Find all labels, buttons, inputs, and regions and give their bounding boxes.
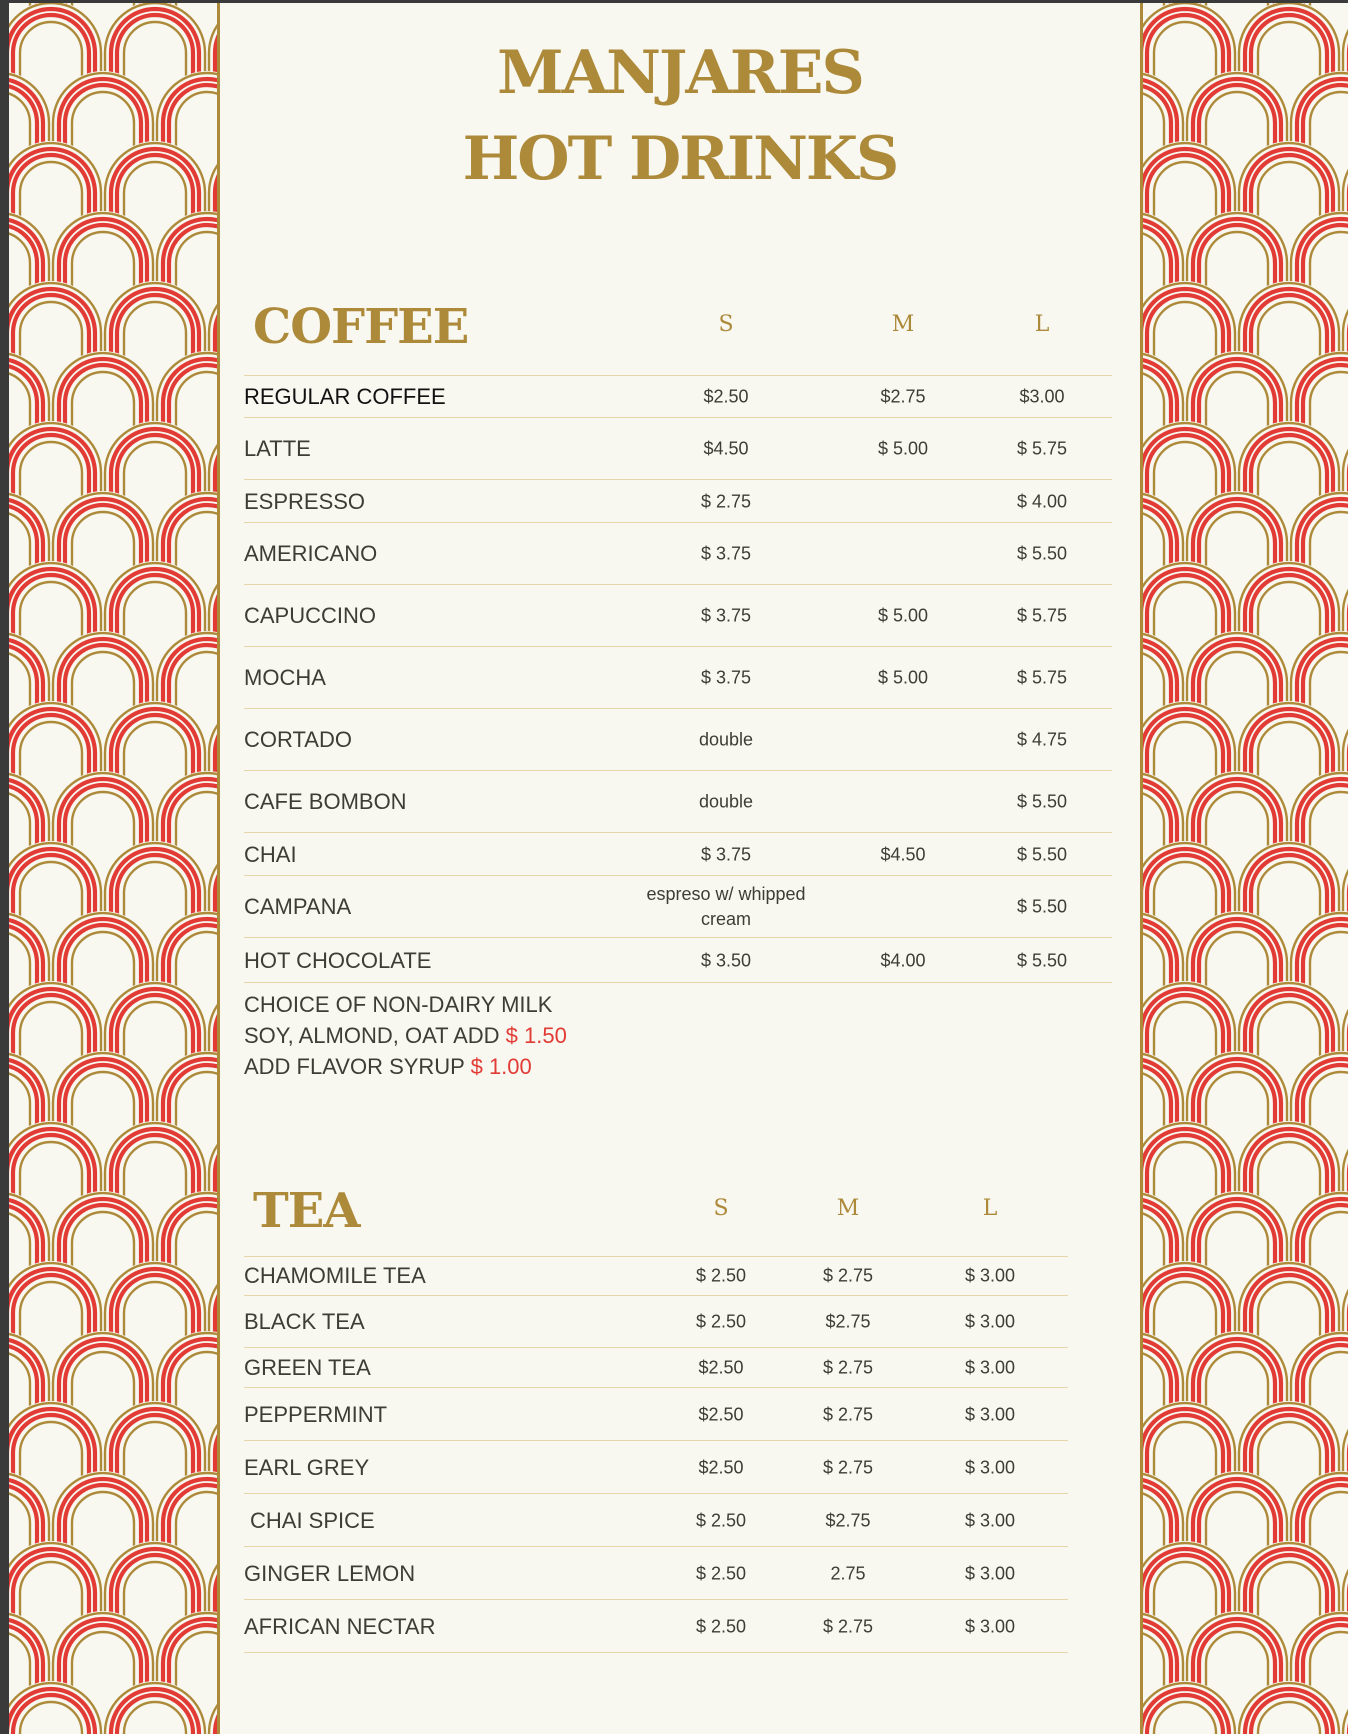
tea-item-name: CHAMOMILE TEA: [244, 1263, 426, 1288]
tea-item-row: [244, 1494, 1068, 1547]
tea-price-l: $ 3.00: [964, 1510, 1016, 1530]
tea-price-m: $ 2.75: [822, 1616, 874, 1636]
tea-col-l: L: [982, 1196, 998, 1221]
coffee-extras: [244, 989, 567, 1082]
row-divider: [244, 982, 1112, 983]
coffee-price-l: $ 5.50: [1016, 791, 1068, 812]
tea-price-m: $2.75: [825, 1510, 871, 1530]
coffee-price-m: $ 5.00: [877, 438, 929, 459]
tea-price-m: $ 2.75: [822, 1457, 874, 1477]
coffee-item-row: [244, 375, 1112, 418]
tea-item-name: GREEN TEA: [244, 1355, 371, 1380]
coffee-item-row: [244, 876, 1112, 938]
scallop-arch-pattern-left: [9, 3, 220, 1734]
tea-item-name: GINGER LEMON: [244, 1560, 416, 1586]
coffee-item-name: AMERICANO: [244, 541, 378, 566]
coffee-price-l: $ 5.75: [1016, 605, 1068, 626]
tea-item-name: CHAI SPICE: [250, 1507, 375, 1533]
tea-price-m: $ 2.75: [822, 1265, 874, 1286]
coffee-price-s: $ 2.75: [700, 491, 752, 511]
tea-item-row: [244, 1348, 1068, 1388]
coffee-price-l: $ 5.75: [1016, 667, 1068, 688]
coffee-price-s: $ 3.75: [700, 543, 752, 564]
coffee-item-name: CAMPANA: [244, 894, 352, 919]
menu-title-line2: HOT DRINKS: [462, 124, 898, 194]
left-edge-border: [0, 0, 9, 1734]
tea-item-row: [244, 1256, 1068, 1296]
extras-line-1: CHOICE OF NON-DAIRY MILK: [244, 992, 553, 1017]
coffee-price-s: espreso w/ whipped cream: [646, 884, 806, 929]
coffee-price-s: $ 3.75: [700, 605, 752, 626]
tea-price-l: $ 3.00: [964, 1404, 1016, 1424]
tea-price-l: $ 3.00: [964, 1457, 1016, 1477]
coffee-item-row: [244, 418, 1112, 480]
coffee-item-row: [244, 523, 1112, 585]
tea-item-name: PEPPERMINT: [244, 1401, 388, 1427]
coffee-item-row: [244, 771, 1112, 833]
tea-price-l: $ 3.00: [964, 1616, 1016, 1636]
coffee-price-m: $ 5.00: [877, 667, 929, 688]
coffee-heading: COFFEE: [253, 299, 469, 355]
coffee-col-m: M: [891, 312, 915, 337]
coffee-price-m: $4.50: [880, 844, 926, 864]
coffee-item-name: LATTE: [244, 436, 311, 461]
tea-price-m: $2.75: [825, 1311, 871, 1332]
tea-item-row: [244, 1388, 1068, 1441]
coffee-item-name: CAFE BOMBON: [244, 789, 407, 814]
tea-item-row: [244, 1441, 1068, 1494]
tea-item-name: AFRICAN NECTAR: [244, 1613, 436, 1639]
coffee-item-name: CHAI: [244, 841, 297, 867]
tea-price-s: $2.50: [698, 1457, 744, 1477]
coffee-col-l: L: [1034, 312, 1050, 337]
coffee-item-name: CORTADO: [244, 727, 352, 752]
coffee-price-m: $ 5.00: [877, 605, 929, 626]
tea-price-s: $ 2.50: [695, 1616, 747, 1636]
coffee-price-s: double: [698, 791, 754, 812]
tea-price-l: $ 3.00: [964, 1265, 1016, 1286]
coffee-price-l: $ 5.50: [1016, 543, 1068, 564]
tea-col-m: M: [836, 1196, 860, 1221]
tea-price-m: 2.75: [830, 1563, 866, 1583]
tea-item-row: [244, 1296, 1068, 1348]
extras-line-3: [244, 1051, 567, 1082]
tea-item-row: [244, 1600, 1068, 1653]
tea-heading: TEA: [253, 1183, 360, 1239]
coffee-item-name: CAPUCCINO: [244, 603, 377, 628]
coffee-price-l: $ 4.75: [1016, 729, 1068, 750]
extras-line-3-text: ADD FLAVOR SYRUP: [244, 1054, 465, 1079]
tea-price-s: $2.50: [698, 1357, 744, 1378]
coffee-price-l: $ 5.75: [1016, 438, 1068, 459]
coffee-price-l: $ 5.50: [1016, 896, 1068, 917]
coffee-price-l: $ 5.50: [1016, 950, 1068, 970]
scallop-arch-pattern-icon: [1143, 3, 1348, 1734]
coffee-price-l: $3.00: [1019, 386, 1065, 406]
tea-price-s: $2.50: [698, 1404, 744, 1424]
coffee-price-l: $ 4.00: [1016, 491, 1068, 511]
tea-item-name: EARL GREY: [244, 1454, 370, 1480]
coffee-price-m: $2.75: [880, 386, 926, 406]
coffee-price-l: $ 5.50: [1016, 844, 1068, 864]
coffee-item-row: [244, 480, 1112, 523]
extras-line-2: [244, 1020, 567, 1051]
tea-price-s: $ 2.50: [695, 1265, 747, 1286]
coffee-price-s: double: [698, 729, 754, 750]
menu-panel: [220, 3, 1140, 1734]
tea-price-s: $ 2.50: [695, 1510, 747, 1530]
coffee-item-row: [244, 709, 1112, 771]
coffee-col-s: S: [718, 312, 734, 337]
tea-price-m: $ 2.75: [822, 1404, 874, 1424]
tea-price-s: $ 2.50: [695, 1563, 747, 1583]
tea-item-name: BLACK TEA: [244, 1309, 365, 1334]
coffee-item-name: HOT CHOCOLATE: [244, 947, 432, 973]
coffee-item-row: [244, 833, 1112, 876]
coffee-item-row: [244, 585, 1112, 647]
row-divider: [244, 1652, 1068, 1653]
tea-col-s: S: [713, 1196, 729, 1221]
coffee-price-s: $ 3.50: [700, 950, 752, 970]
extras-line-2-price: $ 1.50: [505, 1023, 567, 1048]
tea-price-s: $ 2.50: [695, 1311, 747, 1332]
coffee-item-name: REGULAR COFFEE: [244, 383, 446, 409]
coffee-item-name: MOCHA: [244, 665, 326, 690]
tea-price-m: $ 2.75: [822, 1357, 874, 1378]
coffee-price-m: $4.00: [880, 950, 926, 970]
extras-line-2-text: SOY, ALMOND, OAT ADD: [244, 1023, 500, 1048]
tea-price-l: $ 3.00: [964, 1563, 1016, 1583]
coffee-price-s: $ 3.75: [700, 844, 752, 864]
coffee-item-row: [244, 647, 1112, 709]
tea-price-l: $ 3.00: [964, 1357, 1016, 1378]
coffee-item-row: [244, 938, 1112, 983]
scallop-arch-pattern-icon: [9, 3, 217, 1734]
scallop-arch-pattern-right: [1140, 3, 1348, 1734]
coffee-item-name: ESPRESSO: [244, 488, 366, 514]
coffee-price-s: $ 3.75: [700, 667, 752, 688]
coffee-price-s: $2.50: [703, 386, 749, 406]
tea-item-row: [244, 1547, 1068, 1600]
tea-price-l: $ 3.00: [964, 1311, 1016, 1332]
coffee-price-s: $4.50: [703, 438, 749, 459]
extras-line-3-price: $ 1.00: [470, 1054, 532, 1079]
menu-title-line1: MANJARES: [497, 38, 863, 108]
